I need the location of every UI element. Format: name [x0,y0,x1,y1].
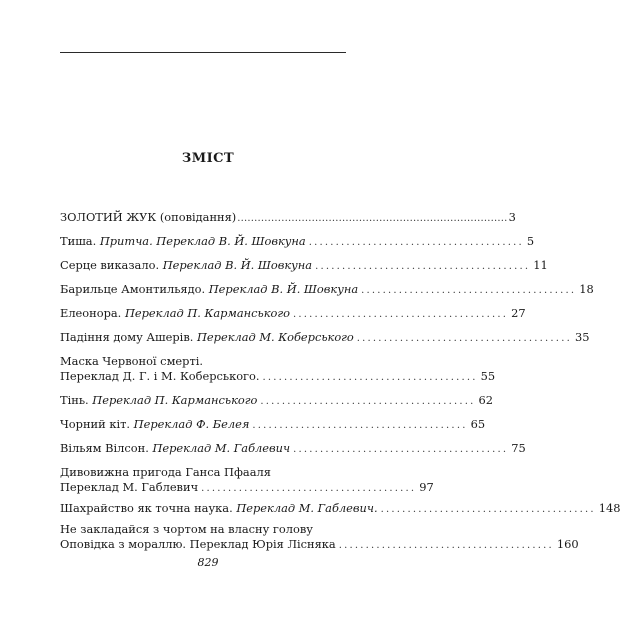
toc-entry [60,441,526,456]
toc-entry-translator: Переклад М. Коберського [196,330,354,344]
toc-entry-title: Барильце Амонтильядо. [60,282,206,296]
dot-leader: ........................................ [252,420,468,431]
toc-entry [60,234,535,249]
toc-entry-title: Шахрайство як точна наука. [60,501,233,515]
toc-entry-title: Не закладайся з чортом на власну голову [60,522,313,536]
toc-entry-page: 27 [511,306,526,320]
toc-entry [60,465,434,495]
toc-entry-title: Елеонора. [60,306,122,320]
dot-leader: ........................................ [308,237,524,248]
toc-entry-translator: Притча. Переклад В. Й. Шовкуна [99,234,306,248]
toc-entry-title: Маска Червоної смерті. [60,354,204,368]
top-rule [60,52,346,53]
dot-leader: ........................................ [201,483,417,494]
toc-entry-translator: Переклад М. Габлевич [152,441,291,455]
dot-leader: ........................................ [356,333,572,344]
toc-entry-page: 65 [470,417,486,431]
toc-entry-translator: Переклад М. Габлевич. [236,501,378,515]
dot-leader: ........................................ [361,285,577,296]
toc-entry [60,210,516,225]
toc-entry-title: Вільям Вілсон. [60,441,149,455]
toc-entry [60,330,590,345]
toc-entry-translator: Переклад Д. Г. і М. Коберського. [60,369,260,383]
page-heading: ЗМІСТ [181,151,235,166]
toc-entry [60,417,486,432]
toc-entry-page: 160 [556,537,579,551]
toc-entry-title: Серце виказало. [60,258,160,272]
toc-entry [60,258,548,273]
dot-leader: ........................................ [380,504,596,515]
toc-entry-page: 55 [480,369,496,383]
dot-leader: ........................................ [315,261,531,272]
toc-entry-translator: Переклад П. Карманського [124,306,290,320]
dot-leader: ................................................................................ [237,213,508,224]
dot-leader: ........................................ [338,540,554,551]
toc-entry-page: 148 [598,501,620,515]
toc-entry-translator: Переклад М. Габлевич [60,480,199,494]
toc-entry-title: Тінь. [60,393,89,407]
toc-entry [60,354,496,384]
toc-entry-page: 18 [579,282,594,296]
dot-leader: ........................................ [260,396,476,407]
toc-entry-page: 62 [478,393,493,407]
toc-entry-page: 5 [526,234,535,248]
toc-entry-translator: Переклад П. Карманського [92,393,258,407]
toc-entry-title: Тиша. [60,234,97,248]
page-number: 829 [197,556,219,569]
toc-entry-translator: Переклад Ф. Белея [133,417,250,431]
toc-entry-title: Дивовижна пригода Ганса Пфааля [60,465,271,479]
toc-entry-page: 35 [574,330,590,344]
toc-entry-translator: Переклад В. Й. Шовкуна [208,282,359,296]
toc-entry-title: Чорний кіт. [60,417,131,431]
toc-entry-translator: Оповідка з мораллю. Переклад Юрія Лісняка [60,537,336,551]
toc-entry-title: ЗОЛОТИЙ ЖУК (оповідання) [60,210,237,224]
toc-entry-page: 3 [508,210,516,224]
dot-leader: ........................................ [293,444,509,455]
toc-entry [60,522,579,552]
dot-leader: ........................................ [262,372,478,383]
toc-entry [60,282,594,297]
toc-entry-page: 11 [533,258,548,272]
toc-entry-translator: Переклад В. Й. Шовкуна [162,258,313,272]
toc-entry [60,501,620,516]
toc-entry [60,393,493,408]
toc-entry-page: 75 [511,441,526,455]
dot-leader: ........................................ [293,309,509,320]
toc-entry [60,306,526,321]
toc-entry-title: Падіння дому Ашерів. [60,330,194,344]
table-of-contents [60,210,620,552]
toc-entry-page: 97 [419,480,434,494]
